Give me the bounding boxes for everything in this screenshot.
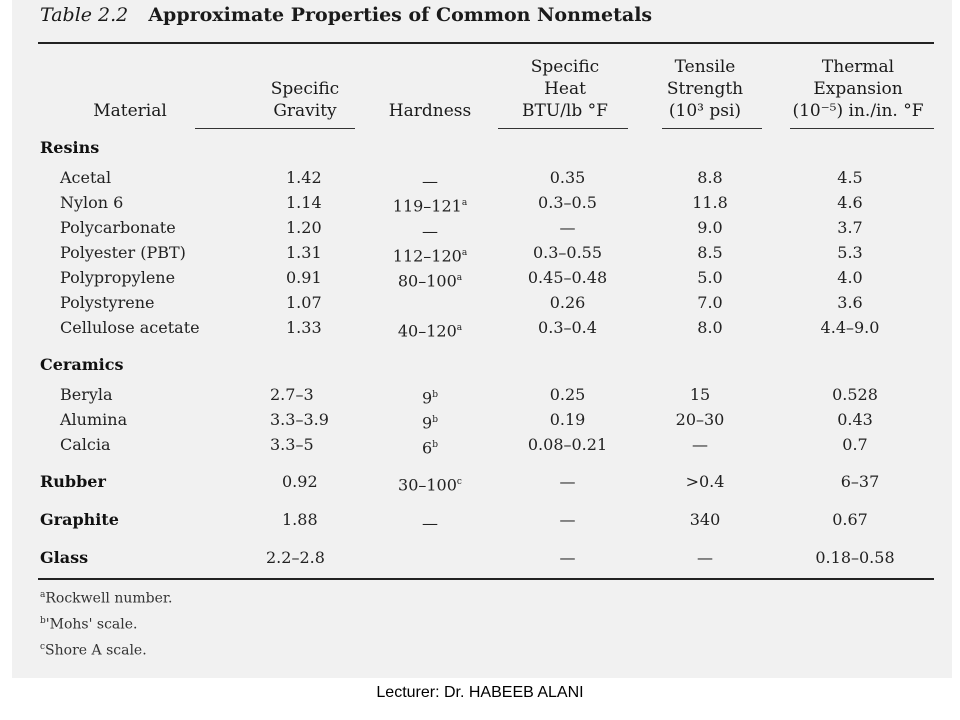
heat-value: — xyxy=(559,218,576,237)
material-name: Alumina xyxy=(60,410,128,429)
heat-value: 0.3–0.55 xyxy=(532,243,603,262)
gravity-value: 1.20 xyxy=(286,218,322,237)
hardness-value: 40–120$^a$ xyxy=(397,321,463,341)
heat-value: 0.26 xyxy=(549,293,586,312)
category-rubber: Rubber xyxy=(40,472,106,491)
heat-value: 0.08–0.21 xyxy=(527,435,608,454)
tensile-value: — xyxy=(692,435,708,454)
hardness-value: 80–100$^a$ xyxy=(397,271,463,291)
hardness-value: 9$^b$ xyxy=(422,413,438,433)
header-specific-heat: Specific Heat BTU/lb °F xyxy=(522,57,608,121)
tensile-value: 5.0 xyxy=(697,268,723,287)
gravity-value: 1.33 xyxy=(286,318,322,337)
material-name: Cellulose acetate xyxy=(60,318,200,337)
tensile-value: >0.4 xyxy=(685,472,725,491)
thermal-value: 0.18–0.58 xyxy=(815,548,895,567)
thermal-value: 0.528 xyxy=(832,385,878,404)
thermal-value: 4.6 xyxy=(837,193,863,212)
gravity-value: 0.91 xyxy=(286,268,322,287)
gravity-value: 1.42 xyxy=(286,168,322,187)
material-name: Polystyrene xyxy=(60,293,155,312)
header-specific-gravity: Specific Gravity xyxy=(270,79,340,121)
thermal-value: 3.7 xyxy=(837,218,863,237)
heat-value: 0.19 xyxy=(549,410,586,429)
thermal-value: 5.3 xyxy=(837,243,863,262)
table-title xyxy=(40,4,652,26)
top-rule xyxy=(38,42,934,44)
heat-value: 0.25 xyxy=(549,385,586,404)
thermal-value: 4.0 xyxy=(837,268,863,287)
footnote: $^b$'Mohs' scale. xyxy=(40,616,138,633)
heat-value: 0.3–0.4 xyxy=(538,318,597,337)
thermal-value: 0.7 xyxy=(842,435,868,454)
hardness-value: 119–121$^a$ xyxy=(392,196,468,216)
gravity-value: 3.3–3.9 xyxy=(270,410,329,429)
hardness-value: 112–120$^a$ xyxy=(392,246,468,266)
header-material: Material xyxy=(93,101,167,121)
heat-value: — xyxy=(559,510,576,529)
header-thermal-expansion: Thermal Expansion (10⁻⁵) in./in. °F xyxy=(792,57,924,121)
heat-value: 0.35 xyxy=(549,168,586,187)
thermal-value: 4.4–9.0 xyxy=(820,318,880,337)
bottom-rule xyxy=(38,578,934,580)
header-tensile-strength: Tensile Strength (10³ psi) xyxy=(666,57,744,121)
header-underline-heat xyxy=(498,128,628,129)
heat-value: — xyxy=(559,472,576,491)
tensile-value: 15 xyxy=(689,385,711,404)
header-underline-gravity xyxy=(195,128,355,129)
footnote: $^a$Rockwell number. xyxy=(40,590,173,607)
hardness-value: 9$^b$ xyxy=(422,388,438,408)
category-ceramics: Ceramics xyxy=(40,355,124,374)
hardness-value: 6$^b$ xyxy=(422,438,438,458)
material-name: Calcia xyxy=(60,435,111,454)
hardness-value: — xyxy=(422,171,438,191)
category-resins: Resins xyxy=(40,138,100,157)
material-name: Polyester (PBT) xyxy=(60,243,186,262)
thermal-value: 0.67 xyxy=(832,510,868,529)
tensile-value: 9.0 xyxy=(697,218,723,237)
tensile-value: 340 xyxy=(689,510,721,529)
tensile-value: 11.8 xyxy=(692,193,728,212)
tensile-value: — xyxy=(697,548,713,567)
thermal-value: 3.6 xyxy=(837,293,863,312)
material-name: Nylon 6 xyxy=(60,193,124,212)
tensile-value: 20–30 xyxy=(675,410,725,429)
tensile-value: 7.0 xyxy=(697,293,723,312)
gravity-value: 1.07 xyxy=(286,293,322,312)
table-name: Approximate Properties of Common Nonmetals xyxy=(148,4,653,26)
gravity-value: 2.2–2.8 xyxy=(266,548,325,567)
tensile-value: 8.8 xyxy=(697,168,723,187)
material-name: Polypropylene xyxy=(60,268,176,287)
hardness-value: — xyxy=(422,513,438,533)
lecturer-credit: Lecturer: Dr. HABEEB ALANI xyxy=(376,684,584,701)
thermal-value: 6–37 xyxy=(840,472,880,491)
gravity-value: 1.14 xyxy=(286,193,322,212)
gravity-value: 1.88 xyxy=(282,510,318,529)
hardness-value: 30–100$^c$ xyxy=(398,475,462,495)
header-underline-tensile xyxy=(662,128,762,129)
material-name: Beryla xyxy=(60,385,113,404)
gravity-value: 3.3–5 xyxy=(270,435,314,454)
material-name: Acetal xyxy=(60,168,112,187)
header-underline-thermal xyxy=(790,128,934,129)
hardness-value: — xyxy=(422,221,438,241)
category-graphite: Graphite xyxy=(40,510,119,529)
thermal-value: 4.5 xyxy=(837,168,863,187)
footnote: $^c$Shore A scale. xyxy=(40,642,147,659)
header-hardness: Hardness xyxy=(388,101,472,121)
gravity-value: 0.92 xyxy=(282,472,318,491)
tensile-value: 8.5 xyxy=(697,243,723,262)
gravity-value: 1.31 xyxy=(286,243,322,262)
heat-value: 0.45–0.48 xyxy=(527,268,608,287)
tensile-value: 8.0 xyxy=(697,318,723,337)
category-glass: Glass xyxy=(40,548,89,567)
material-name: Polycarbonate xyxy=(60,218,176,237)
thermal-value: 0.43 xyxy=(837,410,873,429)
table-number: Table 2.2 xyxy=(40,4,129,26)
heat-value: 0.3–0.5 xyxy=(538,193,597,212)
heat-value: — xyxy=(559,548,576,567)
gravity-value: 2.7–3 xyxy=(270,385,314,404)
